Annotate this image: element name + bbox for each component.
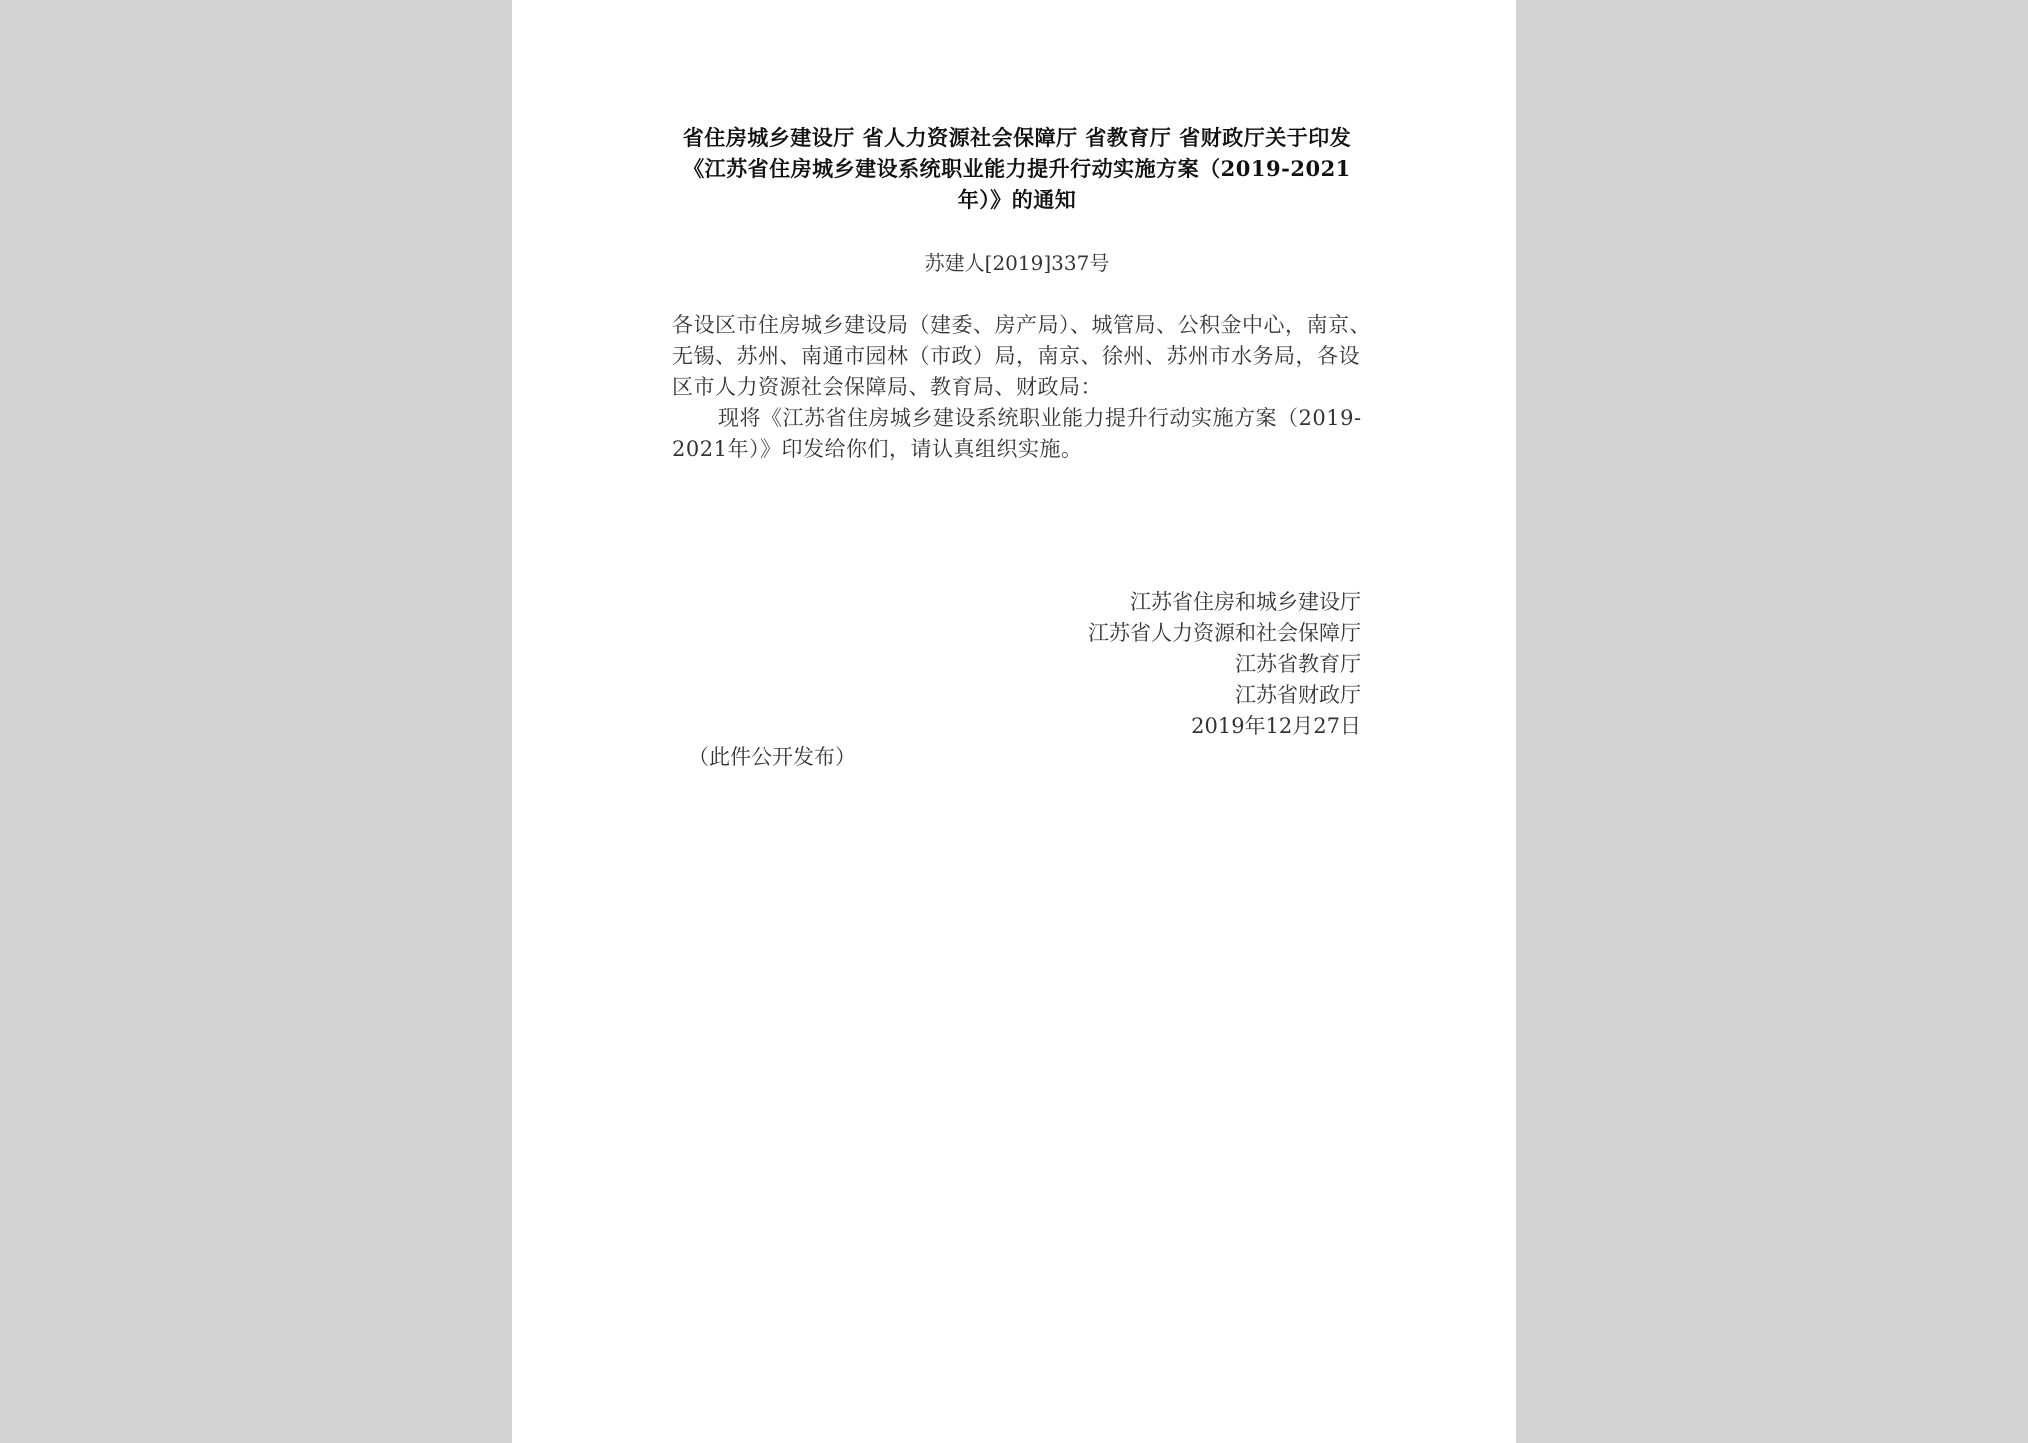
signoff-block [941,587,1361,742]
document-page [512,0,1516,1443]
issue-date: 2019年12月27日 [1191,714,1361,738]
issuer-finance: 江苏省财政厅 [1235,683,1361,707]
document-title: 省住房城乡建设厅 省人力资源社会保障厅 省教育厅 省财政厅关于印发《江苏省住房城乡建设系统职业能力提升行动实施方案（2019-2021年）》的通知 [682,125,1352,212]
publication-note: （此件公开发布） [688,745,856,769]
body-paragraph: 现将《江苏省住房城乡建设系统职业能力提升行动实施方案（2019-2021年）》印发给你们，请认真组织实施。 [672,406,1362,461]
issuer-hr: 江苏省人力资源和社会保障厅 [1088,621,1361,645]
issuer-education: 江苏省教育厅 [1235,652,1361,676]
issuer-housing: 江苏省住房和城乡建设厅 [1130,590,1361,614]
addressee: 各设区市住房城乡建设局（建委、房产局）、城管局、公积金中心，南京、无锡、苏州、南通市园林（市政）局，南京、徐州、苏州市水务局，各设区市人力资源社会保障局、教育局、财政局： [672,313,1371,399]
document-body [672,310,1372,465]
document-number: 苏建人[2019]337号 [924,251,1110,275]
